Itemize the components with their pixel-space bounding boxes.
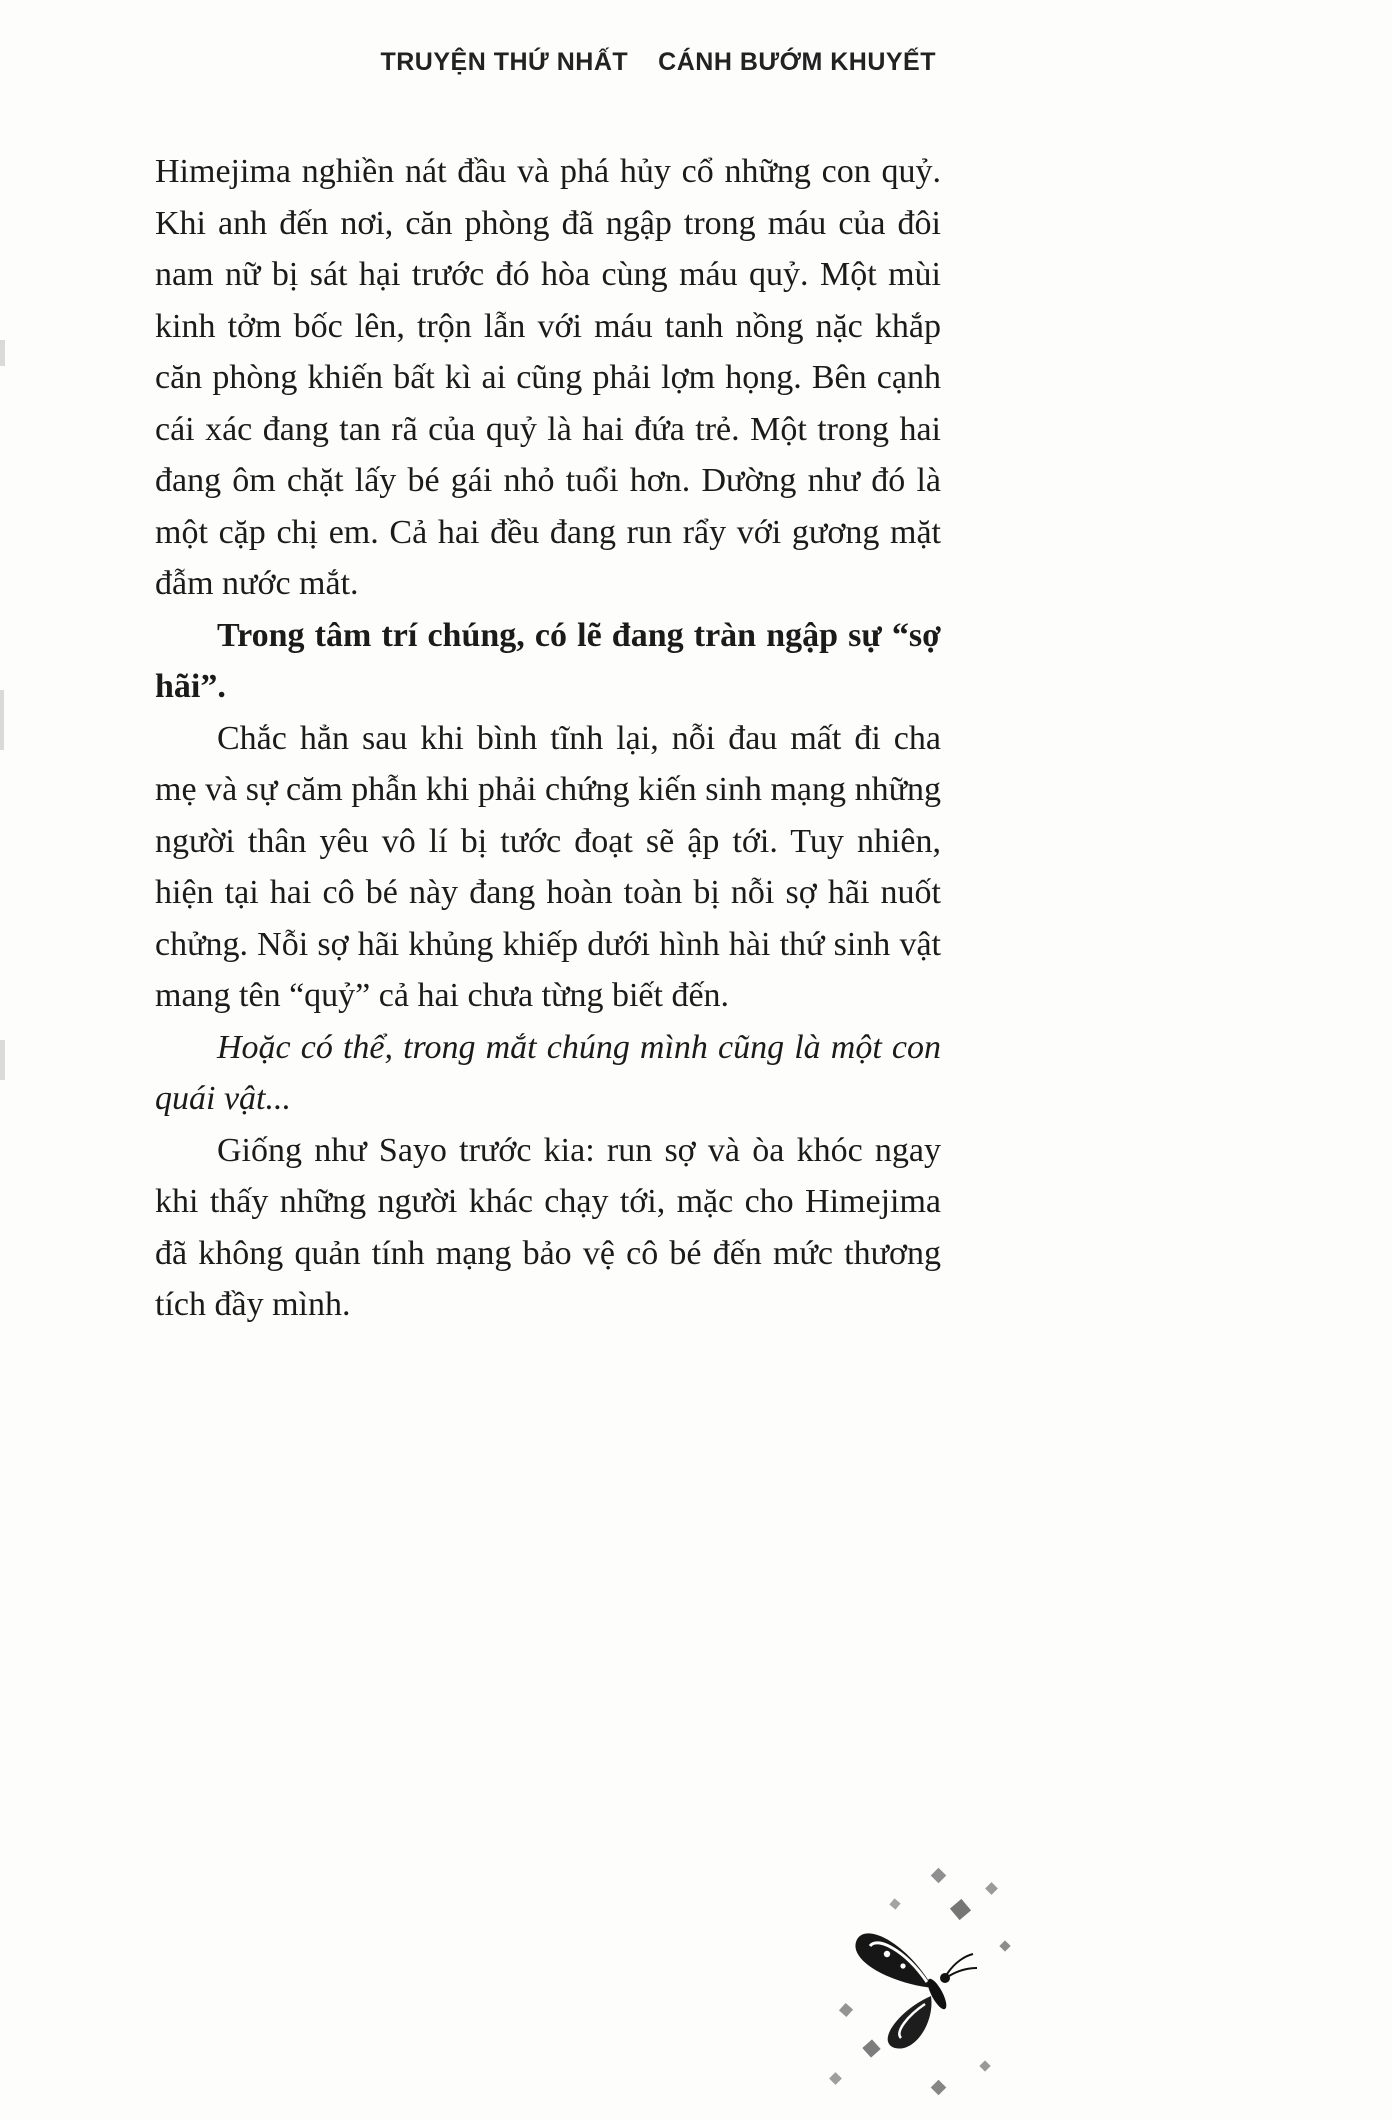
- paragraph: Chắc hẳn sau khi bình tĩnh lại, nỗi đau mất đi cha mẹ và sự căm phẫn khi phải chứng kiến sinh mạng những người thân yêu vô lí bị tước đoạt sẽ ập tới. Tuy nhiên, hiện tại hai cô bé này đang hoàn toàn bị nỗi sợ hãi nuốt chửng. Nỗi sợ hãi khủng khiếp dưới hình hài thứ sinh vật mang tên “quỷ” cả hai chưa từng biết đến.: [155, 719, 941, 1014]
- butterfly-figure: [855, 1933, 977, 2048]
- scan-artifact: [0, 1040, 5, 1080]
- running-header: [380, 48, 936, 77]
- butterfly-icon: [815, 1850, 1025, 2105]
- paragraph: Giống như Sayo trước kia: run sợ và òa khóc ngay khi thấy những người khác chạy tới, mặc cho Himejima đã không quản tính mạng bảo vệ cô bé đến mức thương tích đầy mình.: [155, 1131, 941, 1323]
- chapter-title: CÁNH BƯỚM KHUYẾT: [658, 48, 936, 76]
- butterfly-ornament: [815, 1850, 1025, 2105]
- paragraph-inner-monologue: Hoặc có thể, trong mắt chúng mình cũng là một con quái vật...: [155, 1028, 941, 1117]
- scan-artifact: [0, 340, 5, 366]
- paragraph-emphasis: Trong tâm trí chúng, có lẽ đang tràn ngập sự “sợ hãi”.: [155, 616, 941, 705]
- paragraph: Himejima nghiền nát đầu và phá hủy cổ những con quỷ. Khi anh đến nơi, căn phòng đã ngập trong máu của đôi nam nữ bị sát hại trước đó hòa cùng máu quỷ. Một mùi kinh tởm bốc lên, trộn lẫn với máu tanh nồng nặc khắp căn phòng khiến bất kì ai cũng phải lợm họng. Bên cạnh cái xác đang tan rã của quỷ là hai đứa trẻ. Một trong hai đang ôm chặt lấy bé gái nhỏ tuổi hơn. Dường như đó là một cặp chị em. Cả hai đều đang run rẩy với gương mặt đẫm nước mắt.: [155, 153, 941, 602]
- scan-artifact: [0, 690, 4, 750]
- page-body: [155, 146, 941, 1331]
- chapter-label: TRUYỆN THỨ NHẤT: [380, 48, 629, 76]
